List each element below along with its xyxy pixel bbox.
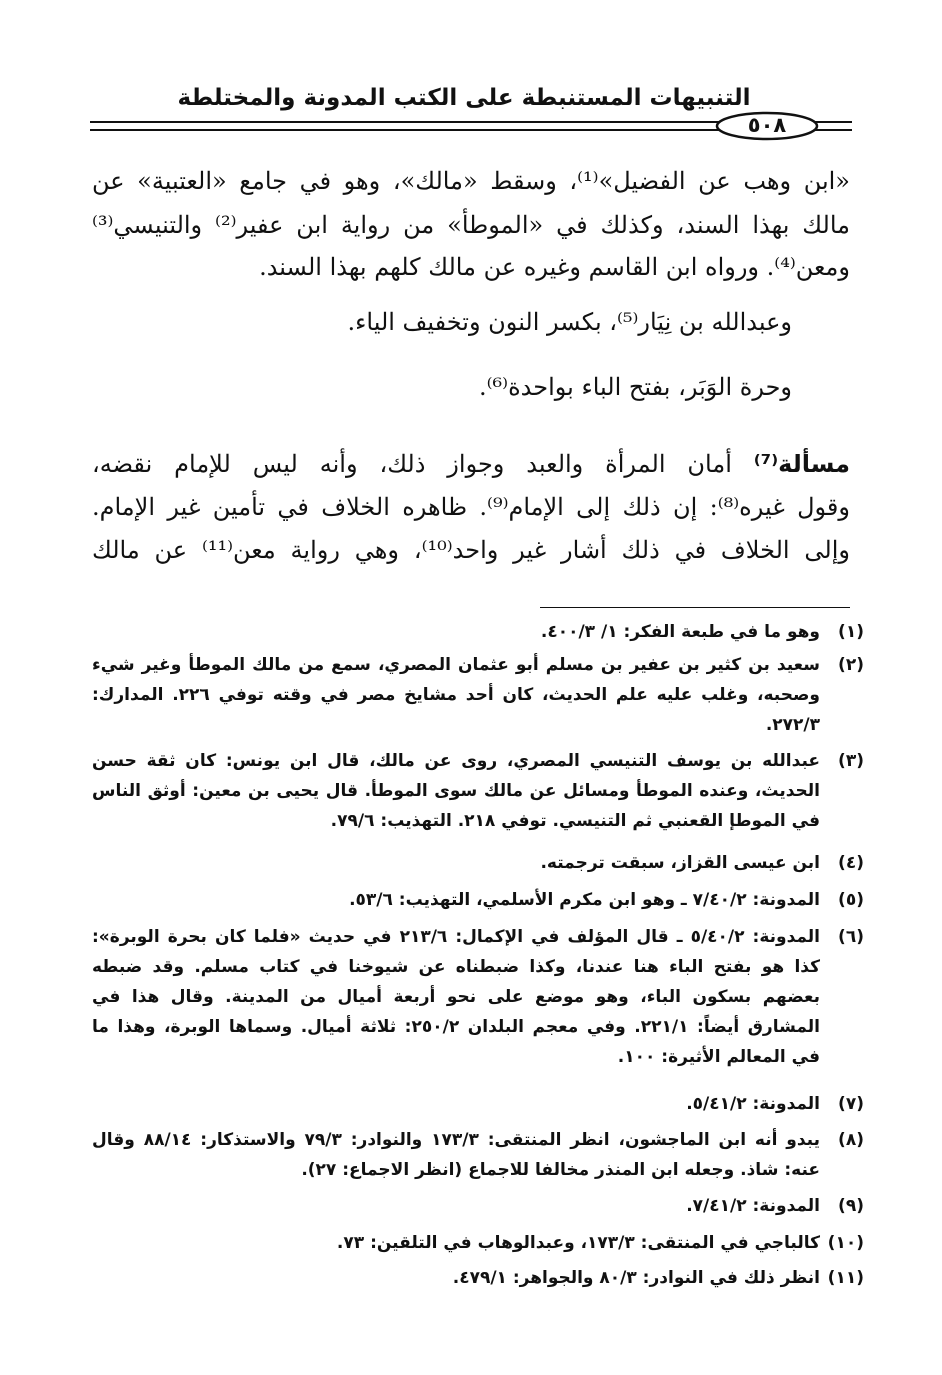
footnote-text: سعيد بن كثير بن عفير بن مسلم أبو عثمان المصري، سمع من مالك الموطأ وغير شيء وصحبه، وغلب عليه علم الحديث، كان أحد مشايخ مصر في وقته توفي ٢٢٦. المدارك: ٢٧٢/٣.	[92, 655, 820, 735]
footnote-text: المدونة: ٧/٤١/٢.	[686, 1196, 820, 1216]
body-line-8: وإلى الخلاف في ذلك أشار غير واحد⁽¹⁰⁾، وهي رواية معن⁽¹¹⁾ عن مالك	[92, 536, 850, 564]
body-line-2: مالك بهذا السند، وكذلك في «الموطأ» من رواية ابن عفير⁽²⁾ والتنيسي⁽³⁾	[92, 211, 850, 239]
footnote-number: (٥)	[838, 890, 864, 910]
footnote-10	[92, 1228, 864, 1258]
footnote-1	[92, 617, 864, 647]
footnote-6	[92, 922, 864, 1072]
footnote-number: (٧)	[838, 1094, 864, 1114]
footnote-text: انظر ذلك في النوادر: ٨٠/٣ والجواهر: ٤٧٩/١.	[452, 1268, 820, 1288]
masala-text: أمان المرأة والعبد وجواز ذلك، وأنه ليس للإمام نقضه،	[92, 450, 732, 478]
footnote-2	[92, 650, 864, 740]
footnote-4	[92, 848, 864, 878]
footnote-number: (١٠)	[827, 1233, 864, 1253]
footnote-text: المدونة: ٥/٤١/٢.	[686, 1094, 820, 1114]
footnote-text: المدونة: ٧/٤٠/٢ ـ وهو ابن مكرم الأسلمي، التهذيب: ٥٣/٦.	[349, 890, 820, 910]
page-number-badge	[712, 111, 822, 141]
masala-heading: مسألة⁽⁷⁾	[753, 450, 850, 478]
footnote-number: (٨)	[838, 1130, 864, 1150]
footnote-7	[92, 1089, 864, 1119]
footnote-text: عبدالله بن يوسف التنيسي المصري، روى عن مالك، قال ابن يونس: كان ثقة حسن الحديث، وعنده الموطأ ومسائل عن مالك سوى الموطأ. قال يحيى بن معين: أوثق الناس في الموطإ القعنبي ثم التنيسي. توفي ٢١٨. التهذيب: ٧٩/٦.	[92, 751, 820, 831]
body-line-1: «ابن وهب عن الفضيل»⁽¹⁾، وسقط «مالك»، وهو في جامع «العتبية» عن	[92, 167, 850, 195]
footnote-number: (١)	[838, 622, 864, 642]
footnote-text: يبدو أنه ابن الماجشون، انظر المنتقى: ١٧٣/٣ والنوادر: ٧٩/٣ والاستذكار: ٨٨/١٤ وقال عنه: شاذ. وجعله ابن المنذر مخالفا للاجماع (انظر الاجماع: ٢٧).	[92, 1130, 820, 1180]
footnote-text: كالباجي في المنتقى: ١٧٣/٣، وعبدالوهاب في التلقين: ٧٣.	[336, 1233, 820, 1253]
footnote-text: ابن عيسى القزاز، سبقت ترجمته.	[540, 853, 820, 873]
footnote-number: (٩)	[838, 1196, 864, 1216]
footnote-5	[92, 885, 864, 915]
body-line-5: وحرة الوَبَر، بفتح الباء بواحدة⁽⁶⁾.	[479, 373, 792, 401]
body-line-7: وقول غيره⁽⁸⁾: إن ذلك إلى الإمام⁽⁹⁾. ظاهره الخلاف في تأمين غير الإمام.	[92, 493, 850, 521]
footnote-number: (٣)	[838, 751, 864, 771]
footnote-number: (٢)	[838, 655, 864, 675]
footnote-number: (٦)	[838, 927, 864, 947]
body-line-6	[92, 447, 850, 481]
footnote-number: (٤)	[838, 853, 864, 873]
running-head-title: التنبيهات المستنبطة على الكتب المدونة والمختلطة	[177, 85, 751, 111]
footnote-9	[92, 1191, 864, 1221]
footnote-8	[92, 1125, 864, 1185]
body-line-4: وعبدالله بن نِيَار⁽⁵⁾، بكسر النون وتخفيف الياء.	[347, 308, 792, 336]
footnote-3	[92, 746, 864, 836]
footnote-number: (١١)	[827, 1268, 864, 1288]
footnote-11	[92, 1263, 864, 1293]
page-number: ٥٠٨	[747, 113, 787, 137]
footnote-separator	[540, 607, 850, 608]
footnote-text: المدونة: ٥/٤٠/٢ ـ قال المؤلف في الإكمال: ٢١٣/٦ في حديث «فلما كان بحرة الوبرة»: كذا هو بفتح الباء هنا عندنا، وكذا ضبطناه عن شيوخنا في كتاب مسلم. وقد ضبطه بعضهم بسكون الباء، وهو موضع على نحو أربعة أميال من المدينة. وقال هذا في المشارق أيضاً: ٢٢١/١. وفي معجم البلدان ٢٥٠/٢: ثلاثة أميال. وسماها الوبرة، وهذا ما في المعالم الأثيرة: ١٠٠.	[92, 927, 821, 1067]
body-line-3: ومعن⁽⁴⁾. ورواه ابن القاسم وغيره عن مالك كلهم بهذا السند.	[259, 253, 850, 281]
footnote-text: وهو ما في طبعة الفكر: ١/ ٤٠٠/٣.	[540, 622, 820, 642]
